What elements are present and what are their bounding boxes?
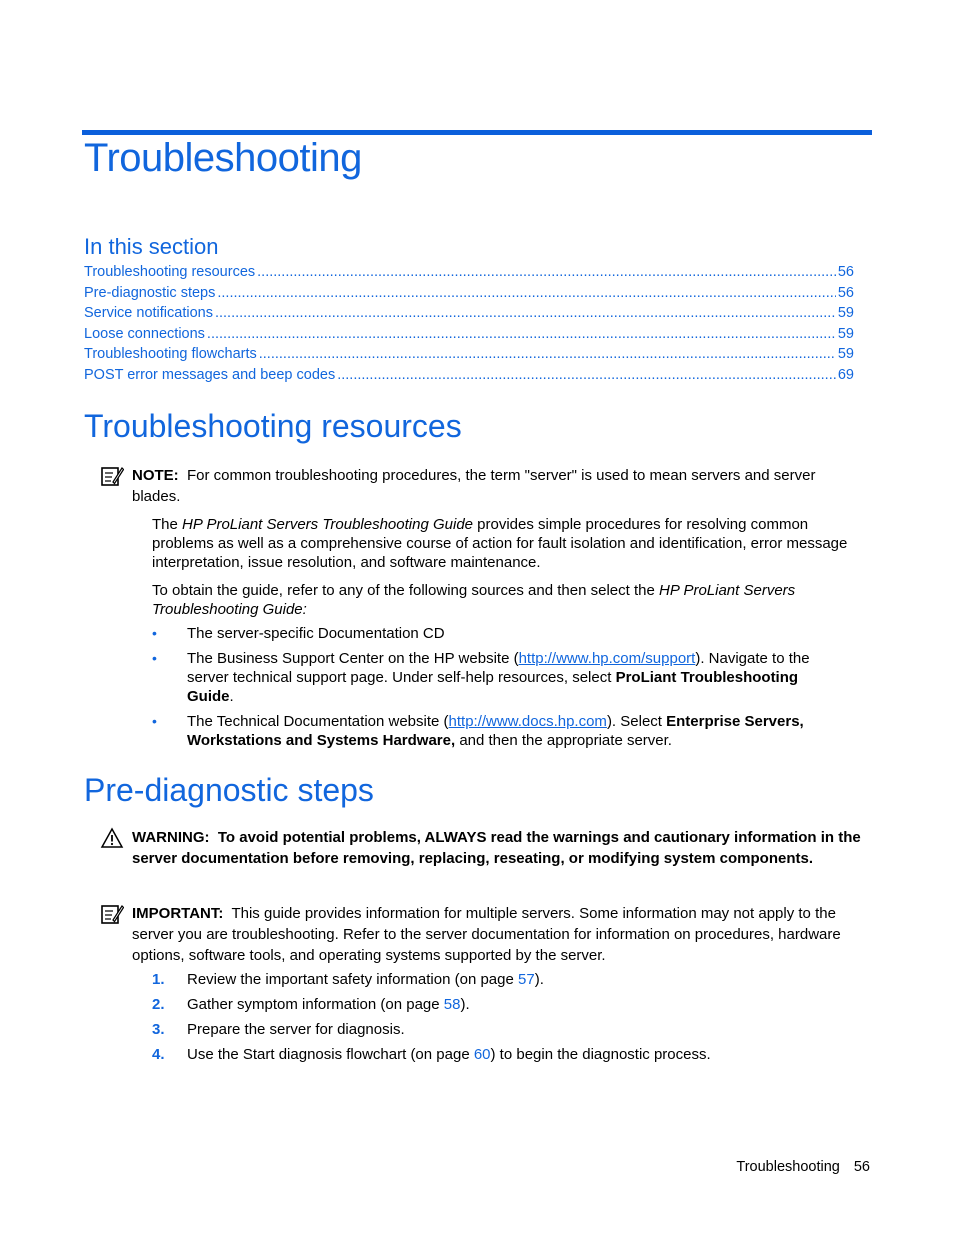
important-callout xyxy=(100,903,866,966)
page-ref-link[interactable]: 58 xyxy=(443,996,461,1013)
bullet-icon: • xyxy=(152,713,157,729)
para-text: The xyxy=(152,516,183,533)
hp-docs-link[interactable]: http://www.docs.hp.com xyxy=(448,713,607,730)
toc-item[interactable] xyxy=(84,262,854,283)
section-heading-resources: Troubleshooting resources xyxy=(84,408,462,444)
toc-item-title[interactable]: Troubleshooting resources xyxy=(84,264,256,280)
toc-item-title[interactable]: Loose connections xyxy=(84,325,205,342)
bullet-text-part: ). Navigate to the server technical support page. Under self-help resources, select xyxy=(187,650,810,686)
toc-item-title[interactable]: Pre-diagnostic steps xyxy=(84,284,216,301)
page-footer xyxy=(736,1159,870,1175)
step-text-part: Review the important safety information (on page xyxy=(187,971,519,988)
page-ref-link[interactable]: 57 xyxy=(518,971,535,988)
step-number: 3. xyxy=(152,1021,165,1038)
resources-paragraph-2 xyxy=(152,581,868,619)
step-text xyxy=(187,1020,405,1039)
menu-selection: Enterprise Servers, Workstations and Systems Hardware, xyxy=(187,713,804,749)
bullet-icon: • xyxy=(152,625,157,641)
toc-item[interactable] xyxy=(84,365,854,386)
warning-callout xyxy=(100,827,866,869)
toc-item-page[interactable]: 59 xyxy=(837,325,854,342)
step-number: 4. xyxy=(152,1046,165,1063)
toc-leader xyxy=(259,344,836,365)
bullet-text-part: . xyxy=(229,688,234,705)
resources-paragraph-1 xyxy=(152,515,868,572)
menu-selection: ProLiant Troubleshooting Guide xyxy=(187,669,799,705)
bullet-text xyxy=(187,649,837,706)
toc-item-title[interactable]: Service notifications xyxy=(84,305,213,322)
step-text xyxy=(187,970,544,989)
bullet-icon: • xyxy=(152,650,157,666)
toc-leader xyxy=(217,283,835,304)
step-text-part: ). xyxy=(534,971,544,988)
chapter-rule xyxy=(82,130,872,135)
toc-item[interactable] xyxy=(84,344,854,365)
footer-page-number: 56 xyxy=(853,1159,870,1175)
para-text: To obtain the guide, refer to any of the following sources and then select the xyxy=(152,582,659,599)
toc-item-page[interactable]: 56 xyxy=(837,284,854,301)
step-text-part: Use the Start diagnosis flowchart (on page xyxy=(187,1046,474,1063)
toc-item-page[interactable]: 59 xyxy=(837,305,854,322)
step-text-part: Gather symptom information (on page xyxy=(187,996,444,1013)
note-callout xyxy=(100,465,866,507)
bullet-text-part: The Business Support Center on the HP website ( xyxy=(187,650,519,667)
important-label: IMPORTANT: xyxy=(132,905,224,922)
step-text xyxy=(187,995,470,1014)
toc-item-page[interactable]: 69 xyxy=(837,366,854,383)
toc-item-page[interactable]: 59 xyxy=(837,346,854,363)
step-number: 2. xyxy=(152,996,165,1013)
bullet-text-part: and then the appropriate server. xyxy=(455,732,672,749)
para-text: provides simple procedures for resolving common problems as well as a comprehensive course of action for fault isolation and identification, error message interpretation, issue resolution, and software maintenance. xyxy=(152,516,848,571)
footer-section: Troubleshooting xyxy=(736,1159,840,1175)
hp-support-link[interactable]: http://www.hp.com/support xyxy=(518,650,696,667)
section-heading-prediag: Pre-diagnostic steps xyxy=(84,772,374,808)
warning-label: WARNING: xyxy=(132,829,210,846)
toc-leader xyxy=(207,324,836,345)
toc-item[interactable] xyxy=(84,324,854,345)
toc-item-title[interactable]: POST error messages and beep codes xyxy=(84,366,336,383)
guide-title: HP ProLiant Servers Troubleshooting Guide xyxy=(182,516,473,533)
note-text: For common troubleshooting procedures, the term "server" is used to mean servers and server blades. xyxy=(132,467,816,505)
toc-item[interactable] xyxy=(84,283,854,304)
step-text-part: Prepare the server for diagnosis. xyxy=(187,1021,405,1038)
step-text-part: ) to begin the diagnostic process. xyxy=(490,1046,711,1063)
note-label: NOTE: xyxy=(132,467,179,484)
toc-leader xyxy=(257,262,836,283)
toc-list xyxy=(84,262,854,386)
toc-item[interactable] xyxy=(84,303,854,324)
toc-item-page[interactable]: 56 xyxy=(837,264,854,280)
toc-heading: In this section xyxy=(84,234,219,259)
toc-leader xyxy=(337,365,836,386)
bullet-text: The server-specific Documentation CD xyxy=(187,625,445,642)
warning-text: To avoid potential problems, ALWAYS read the warnings and cautionary information in the server documentation before removing, replacing, reseating, or modifying system components. xyxy=(132,829,861,867)
toc-leader xyxy=(215,303,836,324)
guide-title: HP ProLiant Servers Troubleshooting Guide: xyxy=(152,582,796,618)
bullet-text-part: The Technical Documentation website ( xyxy=(187,713,449,730)
bullet-text xyxy=(187,712,837,750)
step-number: 1. xyxy=(152,971,165,988)
step-text-part: ). xyxy=(460,996,470,1013)
important-text: This guide provides information for multiple servers. Some information may not apply to the server you are troubleshooting. Refer to the server documentation for information on procedures, hardware options, software tools, and operating systems supported by the server. xyxy=(132,905,841,964)
bullet-text-part: ). Select xyxy=(606,713,667,730)
step-text xyxy=(187,1045,711,1064)
page-ref-link[interactable]: 60 xyxy=(473,1046,491,1063)
toc-item-title[interactable]: Troubleshooting flowcharts xyxy=(84,346,257,363)
chapter-title: Troubleshooting xyxy=(84,136,362,180)
